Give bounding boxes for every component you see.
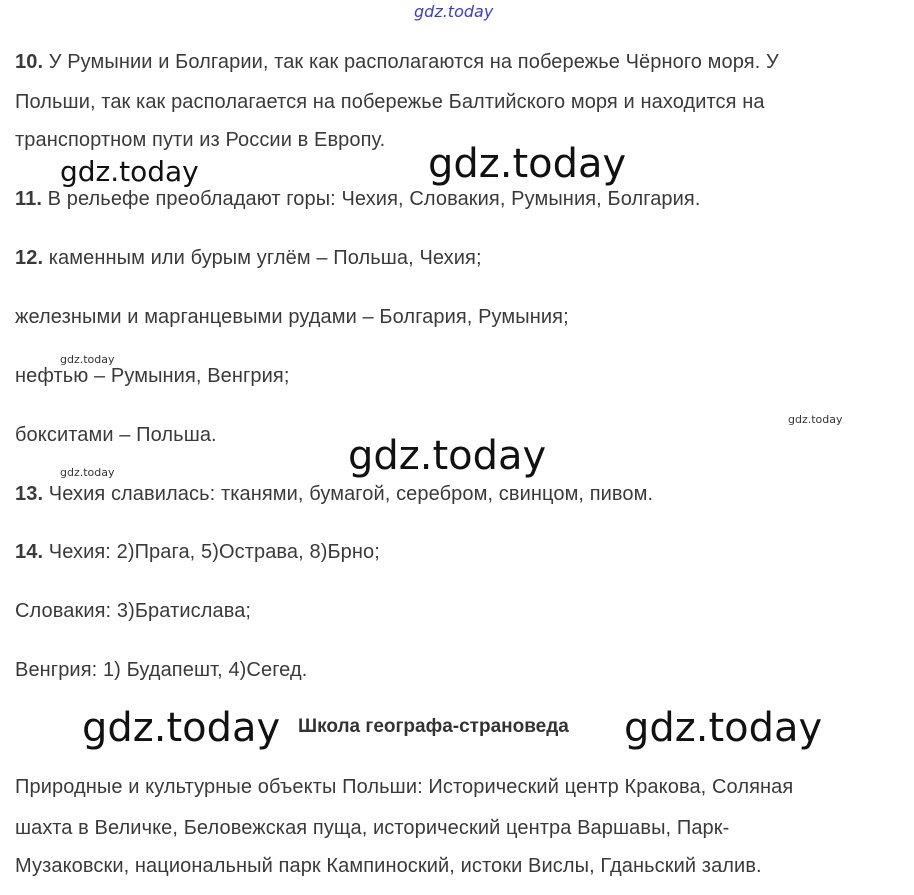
answer-14-line-3: Венгрия: 1) Будапешт, 4)Сегед. [15,659,308,681]
answer-10-text: У Румынии и Болгарии, так как располагаются на побережье Чёрного моря. У [43,51,779,73]
answer-14-number: 14. [15,541,44,563]
answer-11-number: 11. [15,188,42,210]
answer-10-number: 10. [15,51,44,73]
answer-12-line-2: железными и марганцевыми рудами – Болгария, Румыния; [15,306,569,328]
answer-13-text: Чехия славилась: тканями, бумагой, серебром, свинцом, пивом. [43,483,654,505]
answer-14-text: Чехия: 2)Прага, 5)Острава, 8)Брно; [43,541,380,563]
watermark-left-2: gdz.today [82,705,281,751]
answer-13-number: 13. [15,483,44,505]
watermark-right-2: gdz.today [624,705,823,751]
watermark-top: gdz.today [414,2,494,21]
paragraph-line-1: Природные и культурные объекты Польши: Исторический центр Кракова, Соляная [15,776,794,798]
answer-13-line [15,482,653,506]
answer-10-line-2: Польши, так как располагается на побережье Балтийского моря и находится на [15,91,765,113]
watermark-center-2: gdz.today [348,433,547,479]
answer-11-line [15,187,701,211]
answer-12-number: 12. [15,247,44,269]
paragraph-line-2: шахта в Величке, Беловежская пуща, исторический центра Варшавы, Парк- [15,817,730,839]
section-heading: Школа географа-страноведа [298,716,569,737]
answer-12-line-3: нефтью – Румыния, Венгрия; [15,365,290,387]
watermark-small-1: gdz.today [60,353,115,366]
answer-12-line-1 [15,246,482,270]
watermark-left-1: gdz.today [60,155,199,188]
answer-12-line-4: бокситами – Польша. [15,424,217,446]
answer-14-line-2: Словакия: 3)Братислава; [15,600,252,622]
watermark-center-1: gdz.today [428,141,627,187]
answer-10-line-3: транспортном пути из России в Европу. [15,129,386,151]
answer-14-line-1 [15,540,380,564]
answer-10-line-1 [15,50,779,74]
answer-11-text: В рельефе преобладают горы: Чехия, Словакия, Румыния, Болгария. [42,188,701,210]
paragraph-line-3: Музаковски, национальный парк Кампиноский, истоки Вислы, Гданьский залив. [15,855,762,877]
answer-12-text: каменным или бурым углём – Польша, Чехия; [43,247,482,269]
watermark-small-2: gdz.today [60,466,115,479]
watermark-small-right: gdz.today [788,413,843,426]
